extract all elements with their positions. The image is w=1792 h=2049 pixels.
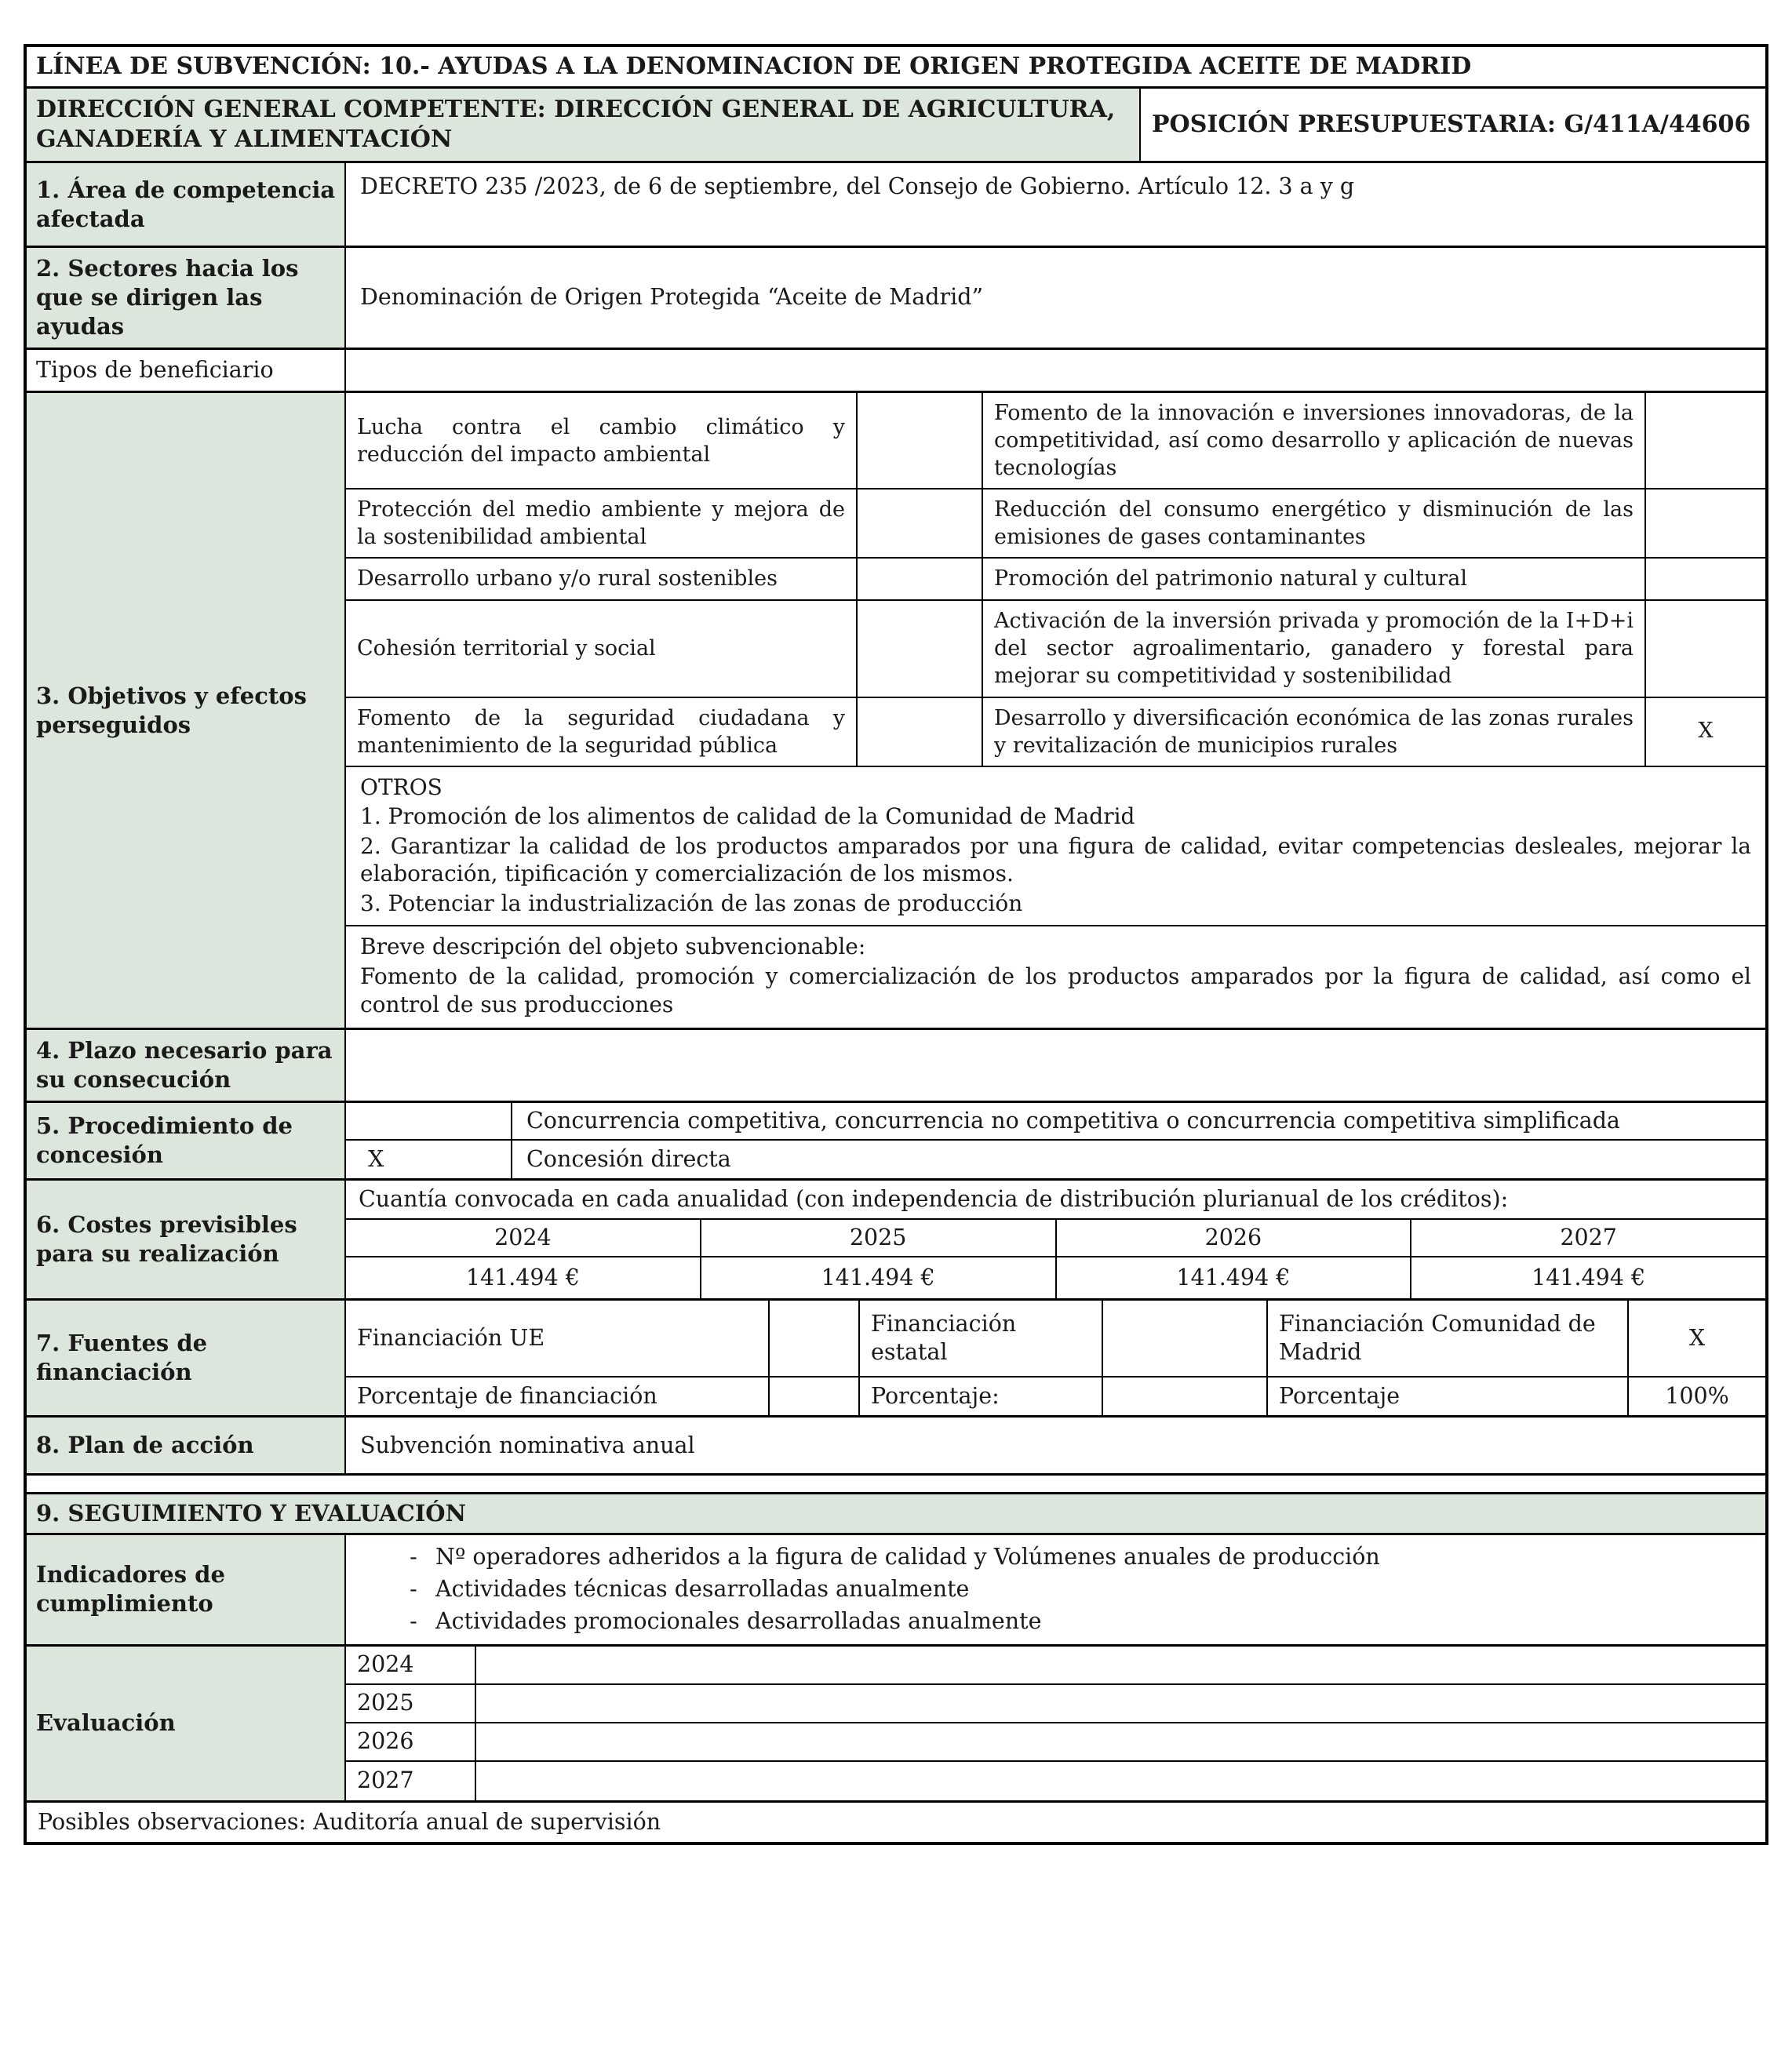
objective-left-text: Lucha contra el cambio climático y reducción del impacto ambiental — [346, 393, 858, 488]
costes-years-row — [346, 1220, 1765, 1257]
objective-right-text: Fomento de la innovación e inversiones innovadoras, de la competitividad, así como desarrollo y aplicación de nuevas tecnologías — [983, 393, 1646, 488]
area-competencia-label: 1. Área de competencia afectada — [27, 163, 346, 246]
otros-item: 1. Promoción de los alimentos de calidad de la Comunidad de Madrid — [360, 803, 1135, 830]
row-objetivos — [27, 391, 1765, 1028]
fuentes-porcentajes-row — [346, 1378, 1765, 1415]
objective-pair-row — [346, 698, 1765, 767]
tipos-beneficiario-value — [346, 350, 1765, 391]
row-plazo — [27, 1028, 1765, 1101]
fuente-comunidad-label: Financiación Comunidad de Madrid — [1268, 1301, 1629, 1376]
costes-year: 2025 — [700, 1220, 1055, 1256]
costes-year: 2027 — [1410, 1220, 1765, 1256]
indicador-item — [346, 1543, 1751, 1571]
objective-pair-row — [346, 559, 1765, 600]
procedimiento-option-row — [346, 1141, 1765, 1178]
objective-right-text: Activación de la inversión privada y promoción de la I+D+i del sector agroalimentario, ganadero y forestal para mejorar su competitividad y sostenibilidad — [983, 601, 1646, 697]
evaluacion-blank-cell — [476, 1647, 1765, 1683]
list-dash: - — [410, 1543, 417, 1570]
objective-pair-row — [346, 490, 1765, 559]
objective-left-checkbox — [858, 559, 983, 599]
otros-section — [346, 767, 1765, 926]
breve-descripcion-title: Breve descripción del objeto subvencionable: — [360, 934, 866, 960]
indicadores-label: Indicadores de cumplimiento — [27, 1535, 346, 1644]
fuente-ue-checkbox — [770, 1301, 860, 1376]
procedimiento-checkbox — [346, 1103, 512, 1139]
procedimiento-option-row — [346, 1103, 1765, 1141]
objective-right-checkbox: X — [1698, 719, 1714, 744]
evaluacion-label: Evaluación — [27, 1647, 346, 1800]
otros-item: 3. Potenciar la industrialización de las zonas de producción — [360, 890, 1023, 916]
objective-right-checkbox — [1646, 393, 1765, 488]
evaluacion-year: 2025 — [346, 1685, 476, 1722]
objective-left-checkbox — [858, 601, 983, 697]
posicion-presupuestaria: POSICIÓN PRESUPUESTARIA: G/411A/44606 — [1152, 111, 1751, 139]
plan-accion-label: 8. Plan de acción — [27, 1418, 346, 1473]
costes-amount: 141.494 € — [465, 1264, 580, 1290]
objective-right-checkbox — [1646, 601, 1765, 697]
seguimiento-header: 9. SEGUIMIENTO Y EVALUACIÓN — [27, 1494, 1765, 1533]
objective-left-text: Desarrollo urbano y/o rural sostenibles — [346, 559, 858, 599]
porcentaje-financiacion-value — [770, 1378, 860, 1415]
row-observaciones — [27, 1800, 1765, 1842]
list-dash: - — [410, 1608, 417, 1635]
costes-amounts-row — [346, 1257, 1765, 1298]
row-linea-subvencion — [27, 47, 1765, 86]
row-indicadores — [27, 1533, 1765, 1644]
objetivos-grid — [346, 393, 1765, 1028]
objective-pair-row — [346, 393, 1765, 490]
objective-left-checkbox — [858, 490, 983, 557]
plazo-label: 4. Plazo necesario para su consecución — [27, 1030, 346, 1101]
porcentaje-comunidad-value: 100% — [1665, 1382, 1729, 1409]
indicador-text: Actividades técnicas desarrolladas anualmente — [435, 1576, 970, 1603]
area-competencia-value: DECRETO 235 /2023, de 6 de septiembre, del Consejo de Gobierno. Artículo 12. 3 a y g — [360, 173, 1355, 200]
plazo-value — [346, 1030, 1765, 1101]
evaluacion-year: 2024 — [346, 1647, 476, 1683]
otros-title: OTROS — [360, 773, 443, 800]
costes-amount: 141.494 € — [1410, 1257, 1765, 1298]
costes-grid — [346, 1181, 1765, 1298]
row-tipos-beneficiario — [27, 348, 1765, 391]
porcentaje-comunidad-label: Porcentaje — [1268, 1378, 1629, 1415]
evaluacion-year-row — [346, 1762, 1765, 1800]
indicador-text: Actividades promocionales desarrolladas anualmente — [435, 1608, 1042, 1635]
objective-left-text: Cohesión territorial y social — [346, 601, 858, 697]
procedimiento-options — [346, 1103, 1765, 1178]
otros-item: 2. Garantizar la calidad de los productos amparados por una figura de calidad, evitar competencias desleales, mejorar la elaboración, tipificación y comercialización de los mismos. — [360, 832, 1751, 887]
breve-descripcion-text: Fomento de la calidad, promoción y comercialización de los productos amparados por la figura de calidad, así como el control de sus producciones — [360, 963, 1751, 1017]
spacer-row — [27, 1473, 1765, 1492]
objective-right-text: Promoción del patrimonio natural y cultural — [983, 559, 1646, 599]
evaluacion-blank-cell — [476, 1762, 1765, 1800]
objective-right-checkbox — [1646, 490, 1765, 557]
row-area-competencia — [27, 161, 1765, 246]
sectores-value: Denominación de Origen Protegida “Aceite de Madrid” — [360, 284, 984, 311]
row-procedimiento — [27, 1101, 1765, 1178]
objective-left-checkbox — [858, 393, 983, 488]
objective-left-checkbox — [858, 698, 983, 766]
objective-right-text: Desarrollo y diversificación económica de las zonas rurales y revitalización de municipios rurales — [983, 698, 1646, 766]
porcentaje-financiacion-label: Porcentaje de financiación — [346, 1378, 770, 1415]
fuente-comunidad-checkbox: X — [1688, 1324, 1706, 1351]
fuentes-grid — [346, 1301, 1765, 1415]
objetivos-label: 3. Objetivos y efectos perseguidos — [27, 393, 346, 1028]
indicador-text: Nº operadores adheridos a la figura de calidad y Volúmenes anuales de producción — [435, 1543, 1380, 1570]
costes-header: Cuantía convocada en cada anualidad (con independencia de distribución plurianual de los créditos): — [346, 1181, 1765, 1220]
row-seguimiento-header — [27, 1492, 1765, 1533]
fuente-ue-label: Financiación UE — [346, 1301, 770, 1376]
costes-year: 2026 — [1055, 1220, 1411, 1256]
indicador-item — [346, 1575, 1751, 1603]
objective-right-text: Reducción del consumo energético y disminución de las emisiones de gases contaminantes — [983, 490, 1646, 557]
indicadores-list — [346, 1535, 1765, 1644]
evaluacion-year-row — [346, 1647, 1765, 1685]
tipos-beneficiario-label: Tipos de beneficiario — [27, 350, 346, 391]
costes-amount: 141.494 € — [700, 1257, 1055, 1298]
porcentaje-estatal-label: Porcentaje: — [860, 1378, 1103, 1415]
costes-label: 6. Costes previsibles para su realización — [27, 1181, 346, 1298]
procedimiento-label: 5. Procedimiento de concesión — [27, 1103, 346, 1178]
costes-year: 2024 — [494, 1224, 552, 1250]
fuentes-sources-row — [346, 1301, 1765, 1378]
evaluacion-grid — [346, 1647, 1765, 1800]
row-costes — [27, 1178, 1765, 1298]
procedimiento-checkbox: X — [346, 1141, 512, 1178]
observaciones-text: Posibles observaciones: Auditoría anual de supervisión — [38, 1808, 661, 1835]
fuente-estatal-checkbox — [1103, 1301, 1268, 1376]
linea-subvencion-title: LÍNEA DE SUBVENCIÓN: 10.- AYUDAS A LA DENOMINACION DE ORIGEN PROTEGIDA ACEITE DE MADRID — [36, 53, 1472, 80]
row-evaluacion — [27, 1644, 1765, 1800]
objective-pair-row — [346, 601, 1765, 698]
porcentaje-estatal-value — [1103, 1378, 1268, 1415]
indicador-item — [346, 1607, 1751, 1636]
evaluacion-year: 2026 — [346, 1723, 476, 1760]
breve-descripcion-section — [346, 925, 1765, 1028]
objective-left-text: Protección del medio ambiente y mejora de la sostenibilidad ambiental — [346, 490, 858, 557]
fuente-estatal-label: Financiación estatal — [860, 1301, 1103, 1376]
objective-left-text: Fomento de la seguridad ciudadana y mantenimiento de la seguridad pública — [346, 698, 858, 766]
direccion-general-competente: DIRECCIÓN GENERAL COMPETENTE: DIRECCIÓN GENERAL DE AGRICULTURA, GANADERÍA Y ALIMENTACIÓN — [27, 89, 1141, 161]
costes-amount: 141.494 € — [1055, 1257, 1411, 1298]
row-plan-accion — [27, 1415, 1765, 1473]
row-fuentes — [27, 1298, 1765, 1415]
evaluacion-blank-cell — [476, 1685, 1765, 1722]
evaluacion-year-row — [346, 1723, 1765, 1762]
plan-accion-value: Subvención nominativa anual — [360, 1432, 695, 1458]
subsidy-form-table — [24, 44, 1768, 1845]
evaluacion-blank-cell — [476, 1723, 1765, 1760]
procedimiento-option-text: Concesión directa — [526, 1145, 731, 1172]
row-direccion-general — [27, 86, 1765, 161]
list-dash: - — [410, 1576, 417, 1603]
fuentes-label: 7. Fuentes de financiación — [27, 1301, 346, 1415]
evaluacion-year: 2027 — [346, 1762, 476, 1800]
row-sectores — [27, 246, 1765, 347]
sectores-label: 2. Sectores hacia los que se dirigen las ayudas — [27, 248, 346, 347]
procedimiento-option-text: Concurrencia competitiva, concurrencia no competitiva o concurrencia competitiva simplificada — [526, 1107, 1620, 1134]
objective-right-checkbox — [1646, 559, 1765, 599]
evaluacion-year-row — [346, 1685, 1765, 1723]
